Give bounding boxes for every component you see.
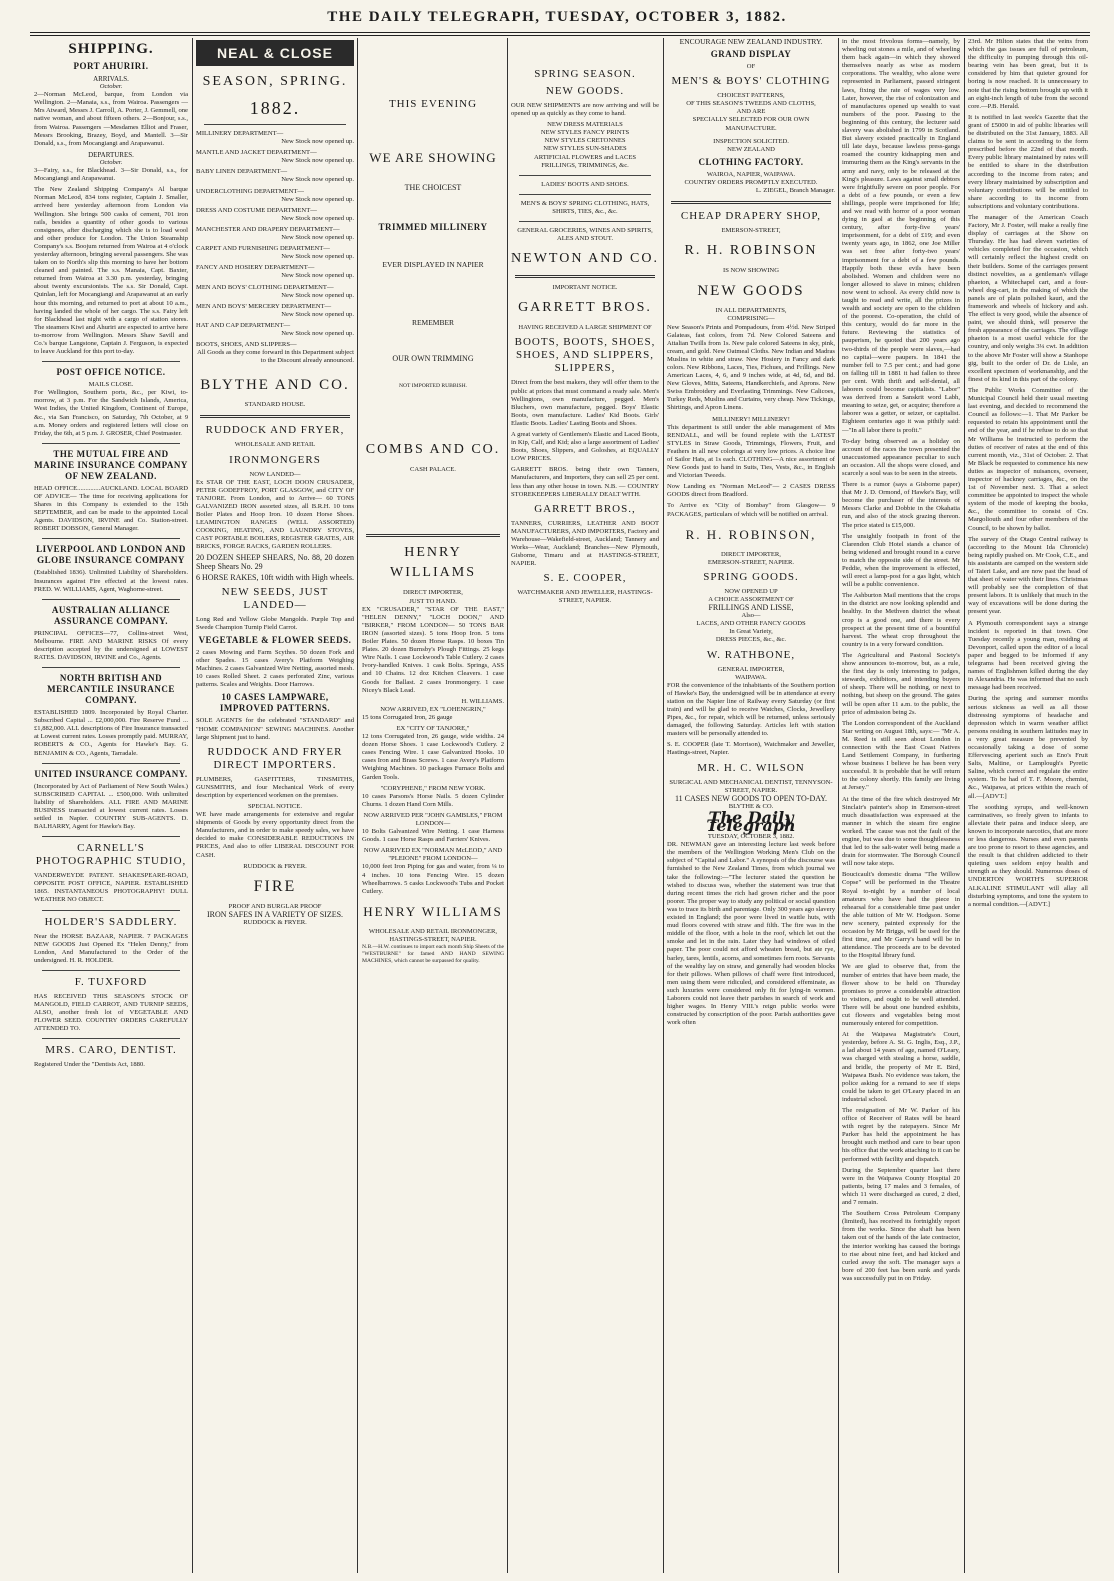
divider bbox=[671, 201, 831, 204]
spring-text: OUR NEW SHIPMENTS are now arriving and will be opened up as quickly as they come to hand. bbox=[511, 102, 659, 118]
news-paragraph: The Agricultural and Pastoral Society's show announces to-morrow, but, as a rule, the first day is only interesting to judges, stewards, exhibitors, and intending buyers of sheep. There will be nothing, or next to nothing, but sheep on the ground. The gates will be open after 11 a.m. to the public, the price of admission being 2s. bbox=[842, 651, 960, 716]
dept-note: New Stock now opened up. bbox=[281, 195, 354, 203]
cash-palace: CASH PALACE. bbox=[410, 466, 456, 474]
now-opened: NOW OPENED UP bbox=[724, 587, 778, 595]
john-gambles-text: 10 Bolts Galvanized Wire Netting. 1 case Harness Goods. 1 case Horse Rasps and Farriers' Knives. bbox=[362, 828, 504, 844]
column-rule bbox=[192, 38, 193, 1573]
own-trimming: OUR OWN TRIMMING bbox=[392, 354, 474, 364]
column-2 bbox=[196, 38, 354, 1573]
list-item: NEW DRESS MATERIALS bbox=[547, 121, 623, 129]
dept-name: CARPET AND FURNISHING DEPARTMENT— bbox=[196, 245, 330, 253]
fire-text: PROOF AND BURGLAR PROOF bbox=[228, 902, 322, 910]
norman-heading: NOW ARRIVED EX "NORMAN McLEOD," AND "PLEIONE" FROM LONDON— bbox=[363, 847, 503, 863]
neal-close-banner: NEAL & CLOSE bbox=[196, 40, 354, 66]
column-rule bbox=[964, 38, 966, 1573]
wholesale-line: WHOLESALE AND RETAIL bbox=[234, 441, 316, 449]
news-paragraph: Boucicault's domestic drama "The Willow Copse" will be performed in the Theatre Royal to-night by a number of local amateurs who have had the piece in rehearsal for a considerable time past under the able tuition of Mr W. Hodgson. Some new scenery, painted expressly for the occasion by Mr Briggs, will be used for the first time, and Mr Garry's band will be in attendance. The proceeds are to be devoted to the Hospital library fund. bbox=[842, 871, 960, 960]
divider bbox=[42, 538, 180, 539]
departments-list bbox=[196, 130, 354, 365]
blythe-heading: BLYTHE AND CO. bbox=[200, 377, 350, 394]
and-are: AND ARE bbox=[736, 108, 766, 116]
divider bbox=[515, 275, 655, 278]
dept-note: New Stock now opened up. bbox=[281, 214, 354, 222]
united-heading: UNITED INSURANCE COMPANY. bbox=[34, 768, 188, 779]
column-rule bbox=[357, 38, 358, 1573]
ladies-line: LADIES' BOOTS AND SHOES. bbox=[541, 180, 629, 188]
robinson2-heading: R. H. ROBINSON, bbox=[685, 526, 817, 542]
garrett-bottom: GARRETT BROS. being their own Tanners, Manufacturers, and Importers, they can sell 25 per cent. less than any other house in town. N.B. — COUNTRY STOREKEEPERS LIBERALLY DEALT WITH. bbox=[511, 466, 659, 498]
special-text: WE have made arrangements for extensive and regular shipments of Goods by every opportunity direct from the Manufacturers, and in order to make speedy sales, we have decided to make CONSIDERABLE REDUCTIONS IN PRICES, And also to offer LIBERAL DISCOUNT FOR CASH. bbox=[196, 811, 354, 859]
henry-heading: HENRY WILLIAMS bbox=[390, 545, 476, 581]
divider bbox=[42, 599, 180, 600]
divider bbox=[42, 763, 180, 764]
divider bbox=[204, 124, 346, 125]
masthead-rule-1 bbox=[30, 32, 1090, 33]
fire-heading: FIRE bbox=[253, 877, 297, 895]
column-6a bbox=[842, 38, 960, 1286]
mutual-heading: THE MUTUAL FIRE AND MARINE INSURANCE COMPANY OF NEW ZEALAND. bbox=[34, 448, 188, 481]
dept-name: MEN AND BOYS' CLOTHING DEPARTMENT— bbox=[196, 283, 334, 291]
news-paragraph: The survey of the Otago Central railway is (according to the Mount Ida Chronicle) being rapidly pushed on. Mr Cook, C.E., and his assistants are camped on the western side of Taieri Lake, and are now past the head of that sheet of water with their lines. Christmas will probably see the completion of that present labors. It is unlikely that much in the way of excavations will be done during the present year. bbox=[968, 535, 1088, 616]
new-goods-big: NEW GOODS bbox=[697, 283, 805, 300]
spring-season-heading: SPRING SEASON. bbox=[534, 68, 636, 80]
dept-name: BABY LINEN DEPARTMENT— bbox=[196, 168, 288, 176]
cooper-sub: WATCHMAKER AND JEWELLER, HASTINGS-STREET, NAPIER. bbox=[517, 589, 653, 605]
list-item: NEW STYLES FANCY PRINTS bbox=[540, 129, 630, 137]
divider bbox=[519, 194, 651, 195]
ruddock2-heading: RUDDOCK AND FRYER DIRECT IMPORTERS. bbox=[207, 745, 343, 771]
ever-line: EVER DISPLAYED IN NAPIER bbox=[382, 260, 484, 270]
shipping-heading: SHIPPING. bbox=[68, 41, 154, 57]
departures-heading: DEPARTURES. bbox=[88, 150, 134, 159]
ziegel-signature: L. ZIEGEL, Branch Manager. bbox=[755, 187, 835, 195]
dept-item bbox=[196, 188, 354, 204]
dept-note: New Stock now opened up. bbox=[281, 157, 354, 165]
news-paragraph: At the Waipawa Magistrate's Court, yesterday, before A. St. G. Inglis, Esq., J.P., a lad about 14 years of age, named O'Leary, was charged with stealing a horse, saddle, and bridle, the property of Mr E. Bird, Waipawa Bush. No evidence was taken, the police asking for a remand to see if steps could be taken to get O'Leary placed in an industrial school. bbox=[842, 1031, 960, 1103]
variety-line: In Great Variety, bbox=[729, 628, 773, 636]
dept-note: New Stock now opened up. bbox=[281, 310, 354, 318]
cases-line: 11 CASES NEW GOODS TO OPEN TO-DAY. bbox=[674, 793, 828, 803]
gen-importer: GENERAL IMPORTER, bbox=[717, 665, 785, 673]
dept-note: New Stock now opened up. bbox=[281, 138, 354, 146]
tuxford-heading: F. TUXFORD bbox=[74, 975, 148, 988]
ruddock-signature: RUDDOCK & FRYER. bbox=[243, 862, 307, 870]
ironmongers-heading: IRONMONGERS bbox=[229, 453, 321, 466]
shipping-news: The New Zealand Shipping Company's Al barque Norman McLeod, 834 tons register, Captain J. Smaller, arrived here yesterday afternoon from London via Wellington. She brings 500 casks of cement, 701 iron rails, besides a quantity of other goods to various consignees, after discharging which she is to load wool and other produce for London. The Union Steamship Company's s.s. Boojum returned from Wairoa at 4 o'clock yesterday afternoon, bringing several passengers. She was taken on to North's slip this morning to have her bottom cleaned and painted. The s.s. Manaia, Capt. Baxter, returned from Wairoa at 3.30 p.m. yesterday, bringing about twenty excursionists. The s.s. Sir Donald, Capt. Quinlan, left for Mocangiangi and Arapawanui at an early hour this morning, and returned to port at about 10 a.m., having landed the whole of her cargo. The s.s. Fairy left for Blackhead last night with a cargo of station stores. The steamers Kiwi and Ahuriri are expected to arrive here to-morrow from Wellington. Messrs Shaw Savill and Co.'s barque Langstone, Captain J. Ferguson, is expected to leave Auckland for this port to-day. bbox=[34, 186, 188, 356]
landing-text: Now Landing ex "Norman McLeod"— 2 CASES DRESS GOODS direct from Bradford. bbox=[667, 483, 835, 499]
dept-item bbox=[196, 341, 354, 365]
ruddock-signature-2: RUDDOCK & FRYER. bbox=[243, 918, 307, 926]
column-4 bbox=[511, 38, 659, 1573]
dept-note: New Stock now opened up. bbox=[281, 291, 354, 299]
blythe-line: BLYTHE & CO. bbox=[728, 802, 774, 810]
caro-heading: MRS. CARO, DENTIST. bbox=[45, 1044, 177, 1057]
arrived-heading: NOW ARRIVED, EX "LOHENGRIN," bbox=[380, 705, 486, 713]
safes-line: IRON SAFES IN A VARIETY OF SIZES. bbox=[206, 909, 344, 919]
also-line: Also— bbox=[741, 612, 761, 620]
rathbone-text: FOR the convenience of the inhabitants of the Southern portion of Hawke's Bay, the undersigned will be in attendance at every station on the Napier line of Railway every Saturday (or first train) and will be glad to receive Watches, Clocks, Jewellery Pipes, &c., for repair, which will be returned, unless seriously damaged, the following Saturday. Articles left with station masters will be personally attended to. bbox=[667, 681, 835, 738]
seeds-heading: NEW SEEDS, JUST LANDED— bbox=[221, 585, 329, 611]
mails-text: For Wellington, Southern ports, &c., per Kiwi, to-morrow, at 3 p.m. For the Sandwich Islands, America, West Indies, the United Kingdom, Continent of Europe, &c., via San Francisco, on Saturday, 7th October, at 9 a.m. Money orders and registered letters will close on Friday, the 6th, at 5 p.m. J. GROSER, Chief Postmaster. bbox=[34, 389, 188, 437]
arrivals-date: October. bbox=[99, 83, 123, 91]
carnell-text: VANDERWEYDE PATENT. SHAKESPEARE-ROAD, OPPOSITE POST OFFICE, NAPIER. ESTABLISHED 1865. INSTANTANEOUS PHOTOGRAPHY! DULL WEATHER NO OBJECT. bbox=[34, 872, 188, 904]
now-landed: NOW LANDED— bbox=[249, 470, 301, 478]
cooper-heading: S. E. COOPER, bbox=[543, 572, 627, 585]
masthead-rule-2 bbox=[30, 35, 1090, 36]
of-line: OF bbox=[746, 63, 756, 71]
towns-line: WAIROA, NAPIER, WAIPAWA. bbox=[706, 170, 796, 178]
groceries-line: GENERAL GROCERIES, WINES AND SPIRITS, ALES AND STOUT. bbox=[517, 227, 653, 243]
dept-item bbox=[196, 207, 354, 223]
divider bbox=[42, 1038, 180, 1039]
news-paragraph: 23rd. Mr Hilton states that the veins from which the gas issues are full of petroleum, the difficulty in pumping through this oil-bearing vein has been great, but it is considered by him that quieter ground for boring is now reached. It is unnecessary to note that the rising bottom brought up with it an eight-inch length of tube from the second core.—P.B. Herald. bbox=[968, 38, 1088, 110]
news-paragraph: The manager of the American Coach Factory, Mr J. Foster, will make a really fine display of carriages at the Show on Thursday. He has had eleven varieties of vehicles completed for the occasion, which will certainly reflect the highest credit on their builders. Some of the carriages present distinct novelties, as a gentleman's village phaeton, a Whitechapel cart, and a four-wheel dog-cart, in the making of which the panels are of plain polished kauri, and the framework and wheels of hickory and ash. The effect is very good, while the absence of paint, we should think, will preserve the fresh appearance of the carriages. The village phaeton is a most useful vehicle for the country, and only weighs 3¼ cwt. In addition to the above Mr Foster will show a Stanhope gig, built to the order of Dr. de Lisle, an excellent specimen of workmanship, and the finest of its kind in this part of the colony. bbox=[968, 213, 1088, 383]
grand-display: GRAND DISPLAY bbox=[710, 49, 792, 60]
carnell-heading: CARNELL'S PHOTOGRAPHIC STUDIO, bbox=[35, 842, 187, 868]
comprising: COMPRISING— bbox=[727, 315, 775, 323]
holder-heading: HOLDER'S SADDLERY. bbox=[44, 915, 178, 928]
mails-heading: MAILS CLOSE. bbox=[88, 381, 134, 389]
wilson-heading: MR. H. C. WILSON bbox=[697, 761, 805, 774]
laces-line: LACES, AND OTHER FANCY GOODS bbox=[696, 620, 806, 628]
choice-line: A CHOICE ASSORTMENT OF bbox=[708, 595, 794, 603]
garrett-heading: GARRETT BROS. bbox=[518, 300, 652, 316]
arrived-text: 15 tons Corrugated Iron, 26 gauge bbox=[362, 713, 453, 721]
ruddock-heading: RUDDOCK AND FRYER, bbox=[205, 424, 345, 437]
list-item: NEW STYLES SUN-SHADES bbox=[543, 145, 627, 153]
direct-importer: DIRECT IMPORTER, bbox=[721, 550, 781, 558]
column-rule bbox=[838, 38, 839, 1573]
list-item: ARTIFICIAL FLOWERS and LACES bbox=[533, 153, 637, 161]
mens-boys-heading: MEN'S & BOYS' CLOTHING bbox=[671, 75, 831, 88]
column-rule bbox=[507, 38, 508, 1573]
ruddock-text: Ex STAR OF THE EAST, LOCH DOON CRUSADER, PETER GODEFFROY, PORT GLASGOW, and CITY OF TANJORE. From London, and to Arrive— 60 TONS GALVANIZED IRON assorted sizes, all B.R.H. 10 tons Boiler Plates and Hoop Iron. 10 dozen Horse Shoes. LEAMINGTON RANGES (WELL ASSORTED) COOKING, HEATING, AND LAUNDRY STOVES, CAST PORTABLE BOILERS, REGISTER GRATES, AIR BRICKS, FORGE RACKS, GARDEN ROLLERS. bbox=[196, 478, 354, 551]
mutual-text: HEAD OFFICE..............AUCKLAND. LOCAL BOARD OF ADVICE— The time for receiving applications for Shares in this Company is extended to the 15th SEPTEMBER, and can be made to the appointed Local Agents. DAVIDSON, IRVINE and Co. Station-street. ROBERT DOBSON, General Manager. bbox=[34, 484, 188, 533]
news-paragraph: There is a rumor (says a Gisborne paper) that Mr J. D. Ormond, of Hawke's Bay, will become the purchaser of the interests of Messrs Clarke and Dobbie in the Okahatia run, and also of the stock grazing thereon. The price stated is £15,000. bbox=[842, 481, 960, 529]
henry-direct: DIRECT IMPORTER, bbox=[403, 589, 463, 597]
departures-date: October. bbox=[99, 158, 123, 166]
dress-line: DRESS PIECES, &c., &c. bbox=[715, 636, 787, 644]
dept-note: All Goods as they come forward in this Department subject to the Discount already announced. bbox=[197, 349, 354, 365]
dept-item bbox=[196, 322, 354, 338]
ruddock2-text: PLUMBERS, GASFITTERS, TINSMITHS, GUNSMITHS, and four Mechanical Work of every description by experienced workmen on the premises. bbox=[196, 775, 354, 799]
garrett-text-2: A great variety of Gentlemen's Elastic and Laced Boots, in Kip, Calf, and Kid; also a large assortment of Ladies' Boots, Shoes, Slippers, and Goloshes, at EQUALLY LOW PRICES. bbox=[511, 430, 659, 463]
waipawa-line: WAIPAWA. bbox=[735, 673, 767, 681]
tweeds-line: OF THIS SEASON'S TWEEDS AND CLOTHS, bbox=[686, 100, 816, 108]
new-goods-heading: NEW GOODS. bbox=[545, 85, 625, 97]
important-notice: IMPORTANT NOTICE. bbox=[552, 284, 618, 292]
arrive-text: To Arrive ex "City of Bombay" from Glasgow— 9 PACKAGES, particulars of which will be notified on arrival. bbox=[667, 502, 835, 518]
dept-item bbox=[196, 226, 354, 242]
factory-heading: CLOTHING FACTORY. bbox=[698, 156, 804, 167]
news-paragraph: The Public Works Committee of the Municipal Council held their usual meeting last evening, and decided to recommend the Council as follows:—1. That Mr Parker be requested to retain his appointment until the end of the year, and if he refuse to do so that Mr Williams be instructed to perform the duties of receiver of rates at the end of this current month, viz., 31st of October. 2. That Mr Black be requested to commence his new duties as inspector of nuisances, overseer, inspector of hackney carriages, &c., on the 1st of November next. 3. That a select committee be appointed to inspect the whole system of the mode of keeping the books, &c., the committee to consist of Crs. Margoliouth and four other members of the Council, to be shown by ballot. bbox=[968, 386, 1088, 532]
news-paragraph: The soothing syrups, and well-known carminatives, so freely given to infants to alleviate their pains and induce sleep, are known to incorporate narcotics, that are more or less dangerous. Nurses and even parents are too prone to resort to these agencies, and the result is that children addicted to their quieting uses seldom enjoy health and strength as they should. Numerous doses of UNDERTON WORTH'S SUPERIOR ALKALINE STIMULANT will allay all disturbing symptoms, and tone the system to a normal condition.—[ADVT.] bbox=[968, 803, 1088, 908]
news-paragraph: The unsightly footpath in front of the Clarendon Club Hotel stands a chance of being widened and brought round in a curve to match the opposite side of the street. Mr Peddie, when the improvement is effected, will erect a lamp-post for a gas light, which will be a public convenience. bbox=[842, 532, 960, 589]
divider bbox=[200, 415, 350, 418]
column-6b bbox=[968, 38, 1088, 912]
news-paragraph: in the most frivolous forms—namely, by wheeling out stones a mile, and of wheeling them back again—in which they showed themselves nearly as wise as modern corporations. The wealthy, who alone were represented in Parliament, passed stringent laws, fixing the rate of wages very low. Later, however, the rise of colonization and of manufactures opened up wealth to vast numbers of the poor. Passing to the beginning of this century, the lecturer said slavery was abolished in 1799 in Scotland. But slavery existed practically in England till late days, because lawless press-gangs roamed the country kidnapping men and immuring them as the King's servants in the army and navy, only to be released at the King's pleasure. Laws against small debtors were frightfully severe on poor people. For a debt of a few pounds, or even a few shillings, people were imprisoned for life; and we read with horror of a poor woman dying in gaol at the beginning of this century, after forty-five years' imprisonment, for a debt of £19; and even twenty years ago, in 1862, one Joe Miller was set free after forty-two years' imprisonment for a debt of a few pounds. Happily both these evils have been abolished. Women and children were no longer allowed to slave in mines; children now went to school. As every child now is taught to read and write, all the prizes in wealth and society are open to the children of the poorest. Co-operation, the child of this century, would do far more in the future. Reviewing the statistics of pauperism, he quoted that 200 years ago two-thirds of the people were slaves,—had no capital—were paupers. In 1841 the number fell to 7.5 per cent.; and had gone on falling till in 1881 it had fallen to three per cent. With thrift and self-denial, all laborers could become capitalists. "Labor" was derived from a Sanskrit word Labh, meaning to seize, get, or acquire; therefore a laborer was a getter, or seizer, or capitalist. Eighteen centuries ago it was pithily said:—"In all labor there is profit." bbox=[842, 38, 960, 434]
not-imported: NOT IMPORTED RUBBISH. bbox=[398, 383, 468, 390]
henry-nb: N.B.—H.W. continues to import each month Ship Sheets of the "WESTBURNE" for famed AND HAND SEWING MACHINES, which cannot be surpassed for quality. bbox=[362, 944, 504, 965]
robinson-text: New Season's Prints and Pompadours, from 4½d. New Striped Galateas, fast colors, from 7d. New Colored Sateens and Attalian Twills from 1s. New pale colored Sateens in sky, pink, cream, and gold. New Oatmeal Cloths. New Indian and Madras Muslins in white and straw. New Hosiery in Fancy and dark colors. New Ribbons, Laces, Ties, Fichues, and Frillings. New American Laces, 4, 6, and 9 inches wide, at 4d, 6d, and 8d. New Gloves, Mitts, Sateens, Handkerchiefs, and Aprons. New Swiss Embroidery and Everlasting Trimmings. New Calicoes, Turkey Reds, Muslins and Curtains, very cheap. New Tickings, Shirtings, and Apron Linens. bbox=[667, 323, 835, 412]
telegraph-date: TUESDAY, OCTOBER 3, 1882. bbox=[707, 833, 795, 841]
dept-name: HAT AND CAP DEPARTMENT— bbox=[196, 321, 291, 329]
choicest-patterns: CHOICEST PATTERNS, bbox=[717, 92, 785, 100]
special-heading: SPECIAL NOTICE. bbox=[248, 802, 302, 810]
divider bbox=[519, 221, 651, 222]
dept-note: New Stock now opened up. bbox=[281, 176, 354, 184]
port-heading: PORT AHURIRI. bbox=[73, 61, 149, 71]
divider bbox=[366, 534, 500, 537]
news-paragraph: During the September quarter last there were in the Waipawa County Hospital 20 patients, being 17 males and 3 females, of which 11 were discharged as cured, 2 died, and 7 remain. bbox=[842, 1166, 960, 1207]
australian-text: PRINCIPAL OFFICES—77, Collins-street West, Melbourne. FIRE AND MARINE RISKS Of every description accepted by the undersigned at LOWEST RATES. DAVIDSON, IRVINE and Co., Agents. bbox=[34, 629, 188, 661]
list-item: FRILLINGS, TRIMMINGS, &c. bbox=[541, 161, 629, 169]
dept-item bbox=[196, 303, 354, 319]
showing-heading: WE ARE SHOWING bbox=[369, 150, 497, 165]
season-heading: SEASON, SPRING. bbox=[202, 74, 348, 89]
boots-heading: BOOTS, BOOTS, SHOES, SHOES, AND SLIPPERS, SLIPPERS, bbox=[514, 336, 656, 375]
news-paragraph: The London correspondent of the Auckland Star writing on August 18th, says:— "Mr A. M. Reed is still seen about London in connection with the East Coast Natives Land Settlement Company, in furthering whose business I believe he has been very successful. It is probable that he will return to the colony shortly. His family are living at Jersey." bbox=[842, 719, 960, 792]
telegraph-nameplate: The Daily Telegraph bbox=[706, 807, 796, 835]
dept-name: MILLINERY DEPARTMENT— bbox=[196, 130, 284, 137]
news-paragraph: The Southern Cross Petroleum Company (limited), has received its fortnightly report from the works. Since the shaft has been taken out of the hands of the late contractor, the interior working has caused the borings to rise about nine feet, and had kicked and curled away the soft. The manager says a bore of 200 feet has been sunk and yards was successfully put in on Friday. bbox=[842, 1210, 960, 1282]
selected-line: SPECIALLY SELECTED FOR OUR OWN MANUFACTURE. bbox=[692, 116, 810, 132]
veg-heading: VEGETABLE & FLOWER SEEDS. bbox=[198, 634, 352, 645]
column-1 bbox=[34, 38, 188, 1573]
seeds-text: Long Red and Yellow Globe Mangolds. Purple Top and Swede Champion Turnip Field Carrot. bbox=[196, 615, 354, 631]
divider bbox=[42, 667, 180, 668]
arrivals-heading: ARRIVALS. bbox=[93, 75, 129, 83]
departures-text: 3—Fairy, s.s., for Blackhead. 3—Sir Donald, s.s., for Mocangiangi and Arapawanui. bbox=[34, 167, 188, 183]
dept-item bbox=[196, 284, 354, 300]
dept-name: MANCHESTER AND DRAPERY DEPARTMENT— bbox=[196, 225, 340, 233]
cooper-line: S. E. COOPER (late T. Morrison), Watchmaker and Jeweller, Hastings-street, Napier. bbox=[667, 741, 835, 757]
masthead-title: THE DAILY TELEGRAPH, TUESDAY, OCTOBER 3, 1882. bbox=[327, 9, 787, 25]
dept-item bbox=[196, 245, 354, 261]
dept-name: UNDERCLOTHING DEPARTMENT— bbox=[196, 187, 304, 195]
dept-name: MEN AND BOYS' MERCERY DEPARTMENT— bbox=[196, 302, 332, 310]
dept-name: MANTLE AND JACKET DEPARTMENT— bbox=[196, 149, 317, 157]
divider bbox=[42, 970, 180, 971]
garrett2-heading: GARRETT BROS., bbox=[534, 502, 636, 515]
newton-heading: NEWTON AND CO. bbox=[511, 251, 659, 267]
editorial-text: DR. NEWMAN gave an interesting lecture last week before the members of the Wellington Working Men's Club on the subject of "Capital and Labor." A synopsis of the discourse was furnished to the New Zealand Times, from which journal we take the following:—"The lecturer stated the question he wished to discuss was, whether the statement was true that during recent times the rich had grown richer and the poor poorer. The proper way to study any political or social question was to trace its birth and parentage. Only 300 years ago slavery existed in England; the poor were lived in wattle huts, with mud floors covered with straw and filth. The fire was in the middle of the floor, with a hole in the roof, which let out the smoke and let in the rain. Later they had windows of oiled paper. The poor could not afford wheaten bread, but ate rye, barley, tares, lentils, acorns, and sometimes fern roots. Servants of the wealthy lay on straw, and generally had wooden blocks for their pillows. When pillows of chaff were first introduced, men using them were ridiculed, and considered effeminate, as such luxuries were considered only fit for lying-in women. Laborers could not leave their parishes in search of work and higher wages. In Henry VIII.'s reign public works were constructed by conscription of the poor. Parish authorities gave work often bbox=[667, 841, 835, 1027]
divider bbox=[42, 910, 180, 911]
all-depts: IN ALL DEPARTMENTS, bbox=[715, 307, 787, 315]
australian-heading: AUSTRALIAN ALLIANCE ASSURANCE COMPANY. bbox=[51, 604, 171, 626]
nz-line: NEW ZEALAND bbox=[727, 145, 775, 153]
henry-text: EX "CRUSADER," "STAR OF THE EAST," "HELEN DENNY," "LOCH DOON," AND "BIRKER," FROM LONDON— 50 TONS BAR IRON (assorted sizes). 5 tons Hoop Iron. 5 tons Boiler Plates. 50 dozen Horse Rasps. 10 boxes Tin Plates. 20 dozen Burnsby's Plough Fittings. 25 kegs Wire Nails. 1 case Lockwood's Table Cutlery. 2 cases Ivory-handled Knives. 1 cask Bolts. Springs, ASS and 10 Chains. 12 doz Kitchen Cleavers. 1 case Goods for Ballast. 2 cases Ironmongery. 1 case Nicey's Black Lead. bbox=[362, 605, 504, 694]
dept-name: FANCY AND HOSIERY DEPARTMENT— bbox=[196, 264, 315, 272]
cheap-heading: CHEAP DRAPERY SHOP, bbox=[680, 210, 822, 223]
news-paragraph: During the spring and summer months serious sickness as well as all those distressing symptoms of headache and depression which in warm weather afflict persons residing in southern latitudes may in a very great measure be prevented by occasionally taking a dose of some Effervescing aperient such as Eno's Fruit Salts, Maltine, or Lamplough's Pyretic Saline, which correct and regulate the entire system. To be had of T. F. Moore, chemist, &c., Waipawa, at prices within the reach of all.—[ADVT.] bbox=[968, 695, 1088, 800]
list-item: NEW STYLES CRETONNES bbox=[544, 137, 626, 145]
henry-just: JUST TO HAND. bbox=[409, 597, 457, 605]
garrett-text: Direct from the best makers, they will offer them to the public at prices that must command a ready sale. Men's Wellingtons, own manufacture, pegged. Men's Bluchers, own manufacture, pegged. Boys' Elastic Boots, own manufacture. Ladies' Kid Boots. Girls' Elastic Boots. Ladies' Lasting Boots and Shoes. bbox=[511, 379, 659, 427]
column-5 bbox=[667, 38, 835, 1573]
news-paragraph: A Plymouth correspondent says a strange incident is reported in that town. One Tuesday recently a young man, residing at Devonport, called upon the editor of a local paper and begged to be informed if any telegrams had been received giving the names of Englishmen killed during the day in Alexandria. He was informed that no such message had been received. bbox=[968, 619, 1088, 692]
tanjore-heading: EX "CITY OF TANJORE," bbox=[396, 724, 470, 732]
trimmed-heading: TRIMMED MILLINERY bbox=[378, 222, 488, 233]
dept-item bbox=[196, 130, 354, 146]
post-office-heading: POST OFFICE NOTICE. bbox=[56, 367, 166, 378]
veg-text: 2 cases Mowing and Farm Scythes. 50 dozen Fork and other Spades. 15 cases Avery's Platform Weighing Machines. 2 cases Galvanized Wire Netting, assorted mesh. 10 cases Rolled Sheet. 2 cases perforated Zinc, various patterns. Scales and Weights. Door Harrows. bbox=[196, 648, 354, 689]
news-paragraph: The Ashburton Mail mentions that the crops in the district are now looking splendid and healthy. In the Methven district the wheat crop is a good one, and there is every prospect at the present time of a bountiful harvest. The wheat crop throughout the country is in a very forward condition. bbox=[842, 592, 960, 648]
season-year: 1882. bbox=[249, 98, 301, 118]
dept-note: New Stock now opened up. bbox=[281, 253, 354, 261]
column-3 bbox=[362, 38, 504, 1573]
norman-text: 10,000 feet Iron Piping for gas and water, from ¼ to 4 inches. 10 tons Fencing Wire. 15 dozen Wheelbarrows. 5 casks Lockwood's Tubs and Pocket Cutlery. bbox=[362, 863, 504, 895]
divider bbox=[519, 175, 651, 176]
emerson-line: EMERSON-STREET, bbox=[721, 227, 781, 235]
divider bbox=[42, 361, 180, 362]
now-showing: IS NOW SHOWING bbox=[723, 267, 779, 275]
wilson-sub: SURGICAL AND MECHANICAL DENTIST, TENNYSON-STREET, NAPIER. bbox=[669, 778, 833, 794]
inspection-line: INSPECTION SOLICITED. bbox=[713, 137, 789, 145]
sewing-text: SOLE AGENTS for the celebrated "STANDARD" and "HOME COMPANION" SEWING MACHINES. Another large Shipment just to hand. bbox=[196, 717, 354, 741]
news-paragraph: At the time of the fire which destroyed Mr Sinclair's painter's shop in Emerson-street much dissatisfaction was expressed at the manner in which the steam fire engine worked. The cause was not the fault of the engine, but was due to some thoughtlessness that led to the salt-water well being made a drain for stormwater. The Borough Council will now take steps. bbox=[842, 795, 960, 868]
column-6 bbox=[842, 38, 1088, 1573]
remember-line: REMEMBER bbox=[411, 318, 455, 328]
divider bbox=[42, 443, 180, 444]
north-british-text: ESTABLISHED 1809. Incorporated by Royal Charter. Subscribed Capital ... £2,000,000. Fire Reserve Fund ... £1,882,000. ALL descriptions of Fire Insurance transacted at Lowest current rates. Losses promptly paid. MURRAY, ROBERTS & CO., Agents for Hawke's Bay. G. BENJAMIN & CO., Agents, Tarradale. bbox=[34, 709, 188, 757]
dept-item bbox=[196, 168, 354, 184]
coryphene-text: 10 cases Parsons's Horse Nails. 5 dozen Cylinder Churns. 1 dozen Hand Corn Mills. bbox=[362, 792, 504, 808]
tuxford-text: HAS RECEIVED THIS SEASON'S STOCK OF MANGOLD, FIELD CARROT, AND TURNIP SEEDS, ALSO, another fresh lot of VEGETABLE AND FLOWER SEED. COUNTRY ORDERS CAREFULLY ATTENDED TO. bbox=[34, 992, 188, 1033]
john-gambles-heading: NOW ARRIVED PER "JOHN GAMBLES," FROM LONDON— bbox=[363, 811, 503, 827]
standard-house: STANDARD HOUSE. bbox=[244, 401, 306, 409]
combs-heading: COMBS AND CO. bbox=[365, 442, 501, 458]
garrett-sub: HAVING RECEIVED A LARGE SHIPMENT OF bbox=[518, 324, 652, 332]
dept-note: New Stock now opened up. bbox=[281, 272, 354, 280]
millinery-text: This department is still under the able management of Mrs RENDALL, and will be found replete with the LATEST STYLES in Straw Goods, Trimmings, Flowers, Fruit, and Feathers in all new colorings at very low prices. A choice line of Sailor Hats, at 1s each. CLOTHING—A nice assortment of New Goods just to hand in Suits, Ties, Vests, &c., in English and Victorian Tweeds. bbox=[667, 423, 835, 480]
caro-text: Registered Under the "Dentists Act, 1880. bbox=[34, 1061, 145, 1069]
millinery-heading: MILLINERY! MILLINERY! bbox=[712, 415, 790, 423]
tanjore-text: 12 tons Corrugated Iron, 26 gauge, wide widths. 24 dozen Horse Shoes. 1 case Lockwood's Cutlery. 2 cases Fencing Wire. 1 case Galvanized Hooks. 10 cases Iron and Brass Screws. 1 case Avery's Platform Weighing Machines. 10 packages Furnace Bolts and Garden Tools. bbox=[362, 733, 504, 781]
choicest-line: THE CHOICEST bbox=[404, 183, 462, 192]
liverpool-heading: LIVERPOOL AND LONDON AND GLOBE INSURANCE COMPANY bbox=[36, 544, 186, 566]
rathbone-heading: W. RATHBONE, bbox=[706, 648, 796, 661]
north-british-heading: NORTH BRITISH AND MERCANTILE INSURANCE COMPANY. bbox=[47, 673, 175, 706]
news-paragraph: The resignation of Mr W. Parker of his office of Receiver of Rates will be heard with regret by the ratepayers. Since Mr Parker has held the appointment he has brought such method and care to bear upon his office that the work attaching to it can be performed with facility and dispatch. bbox=[842, 1107, 960, 1163]
henry-signature: H. WILLIAMS. bbox=[461, 697, 504, 705]
dept-name: DRESS AND COSTUME DEPARTMENT— bbox=[196, 206, 317, 214]
garrett2-sub: TANNERS, CURRIERS, LEATHER AND BOOT MANUFACTURERS, AND IMPORTERS, Factory and Warehouse—Wakefield-street, Auckland; Tannery and Works—Wear, Auckland; Branches—New Plymouth, Gisborne, Timaru and at HASTINGS-STREET, NAPIER. bbox=[511, 519, 659, 568]
dept-note: New Stock now opened up. bbox=[281, 329, 354, 337]
spring-goods-heading: SPRING GOODS. bbox=[703, 570, 799, 583]
dept-note: New Stock now opened up. bbox=[281, 234, 354, 242]
this-evening: THIS EVENING bbox=[388, 98, 478, 110]
emerson2-line: EMERSON-STREET, NAPIER. bbox=[707, 558, 795, 566]
column-rule bbox=[663, 38, 664, 1573]
news-paragraph: We are glad to observe that, from the number of entries that have been made, the flower show to be held on Thursday promises to prove a considerable attraction to visitors, and ought to be well attended. There will be about one hundred exhibits, cut flowers and vegetables being most numerously entered for competition. bbox=[842, 963, 960, 1028]
henry2-heading: HENRY WILLIAMS bbox=[363, 903, 503, 919]
encourage-line: ENCOURAGE NEW ZEALAND INDUSTRY. bbox=[679, 38, 823, 46]
dept-item bbox=[196, 264, 354, 280]
lamps-heading: 10 CASES LAMPWARE, IMPROVED PATTERNS. bbox=[219, 692, 331, 714]
news-paragraph: It is notified in last week's Gazette that the grant of £5000 in aid of public libraries will be distributed on the 31st January, 1883. All claims to be sent in according to the form prescribed before the 22nd of that month. Every public library maintained by rates will be entitled to share in the distribution according to the income from rates; and every library maintained by subscription and voluntary contributions will be entitled to share according to its income from subscriptions and voluntary contributions. bbox=[968, 113, 1088, 210]
robinson-heading: R. H. ROBINSON bbox=[684, 243, 818, 259]
shears-line: 20 DOZEN SHEEP SHEARS, No. 88, 20 dozen Sheep Shears No. 29 bbox=[196, 553, 354, 571]
arrivals-text: 2—Norman McLeod, barque, from London via Wellington. 2—Manaia, s.s., from Wairoa. Passengers —Mrs Atward, Messrs J. Carroll, A. Porter, J. Gemmell, one native woman, and about fifteen others. 2—Bonjour, s.s., from Wairoa. Passengers —Mesdames Elliot and Fraser, Messrs Brooking, Brazey, Boyd, and Mantell. 3—Sir Donald, s.s., from Mocangiangi and Arapawanui. bbox=[34, 91, 188, 147]
dept-item bbox=[196, 149, 354, 165]
frillings-line: FRILLINGS AND LISSE, bbox=[708, 603, 794, 613]
united-text: (Incorporated by Act of Parliament of New South Wales.) SUBSCRIBED CAPITAL ... £500,000. With unlimited liability of Shareholders. ALL FIRE AND MARINE BUSINESS transacted at lowest current rates. Losses settled in Napier. COUNTRY SUB-AGENTS. D. BALHARRY, Agent for Hawke's Bay. bbox=[34, 782, 188, 831]
holder-text: Near the HORSE BAZAAR, NAPIER. 7 PACKAGES NEW GOODS Just Opened Ex "Helen Denny," from London, And Manufactured to the Order of the undersigned. H. R. HOLDER. bbox=[34, 932, 188, 964]
coryphene-heading: "CORYPHENE," FROM NEW YORK. bbox=[380, 784, 486, 792]
masthead bbox=[0, 0, 1114, 32]
henry2-sub: WHOLESALE AND RETAIL IRONMONGER, HASTINGS-STREET, NAPIER. bbox=[368, 927, 498, 943]
dept-name: BOOTS, SHOES, AND SLIPPERS— bbox=[196, 341, 297, 349]
divider bbox=[42, 836, 180, 837]
liverpool-text: (Established 1836). Unlimited Liability of Shareholders. Insurances against Fire effected at the lowest rates. FRED. W. WILLIAMS, Agent, Waghorne-street. bbox=[34, 569, 188, 593]
mens-line: MEN'S & BOYS' SPRING CLOTHING, HATS, SHIRTS, TIES, &c., &c. bbox=[520, 199, 650, 215]
news-paragraph: To-day being observed as a holiday on account of the races the town presented the unaccustomed appearance peculiar to such an occasion. All the shops were closed, and scarcely a soul was to be seen in the streets. bbox=[842, 437, 960, 477]
rakes-line: 6 HORSE RAKES, 10ft width with High wheels. bbox=[196, 572, 354, 582]
country-orders: COUNTRY ORDERS PROMPTLY EXECUTED. bbox=[684, 178, 818, 186]
